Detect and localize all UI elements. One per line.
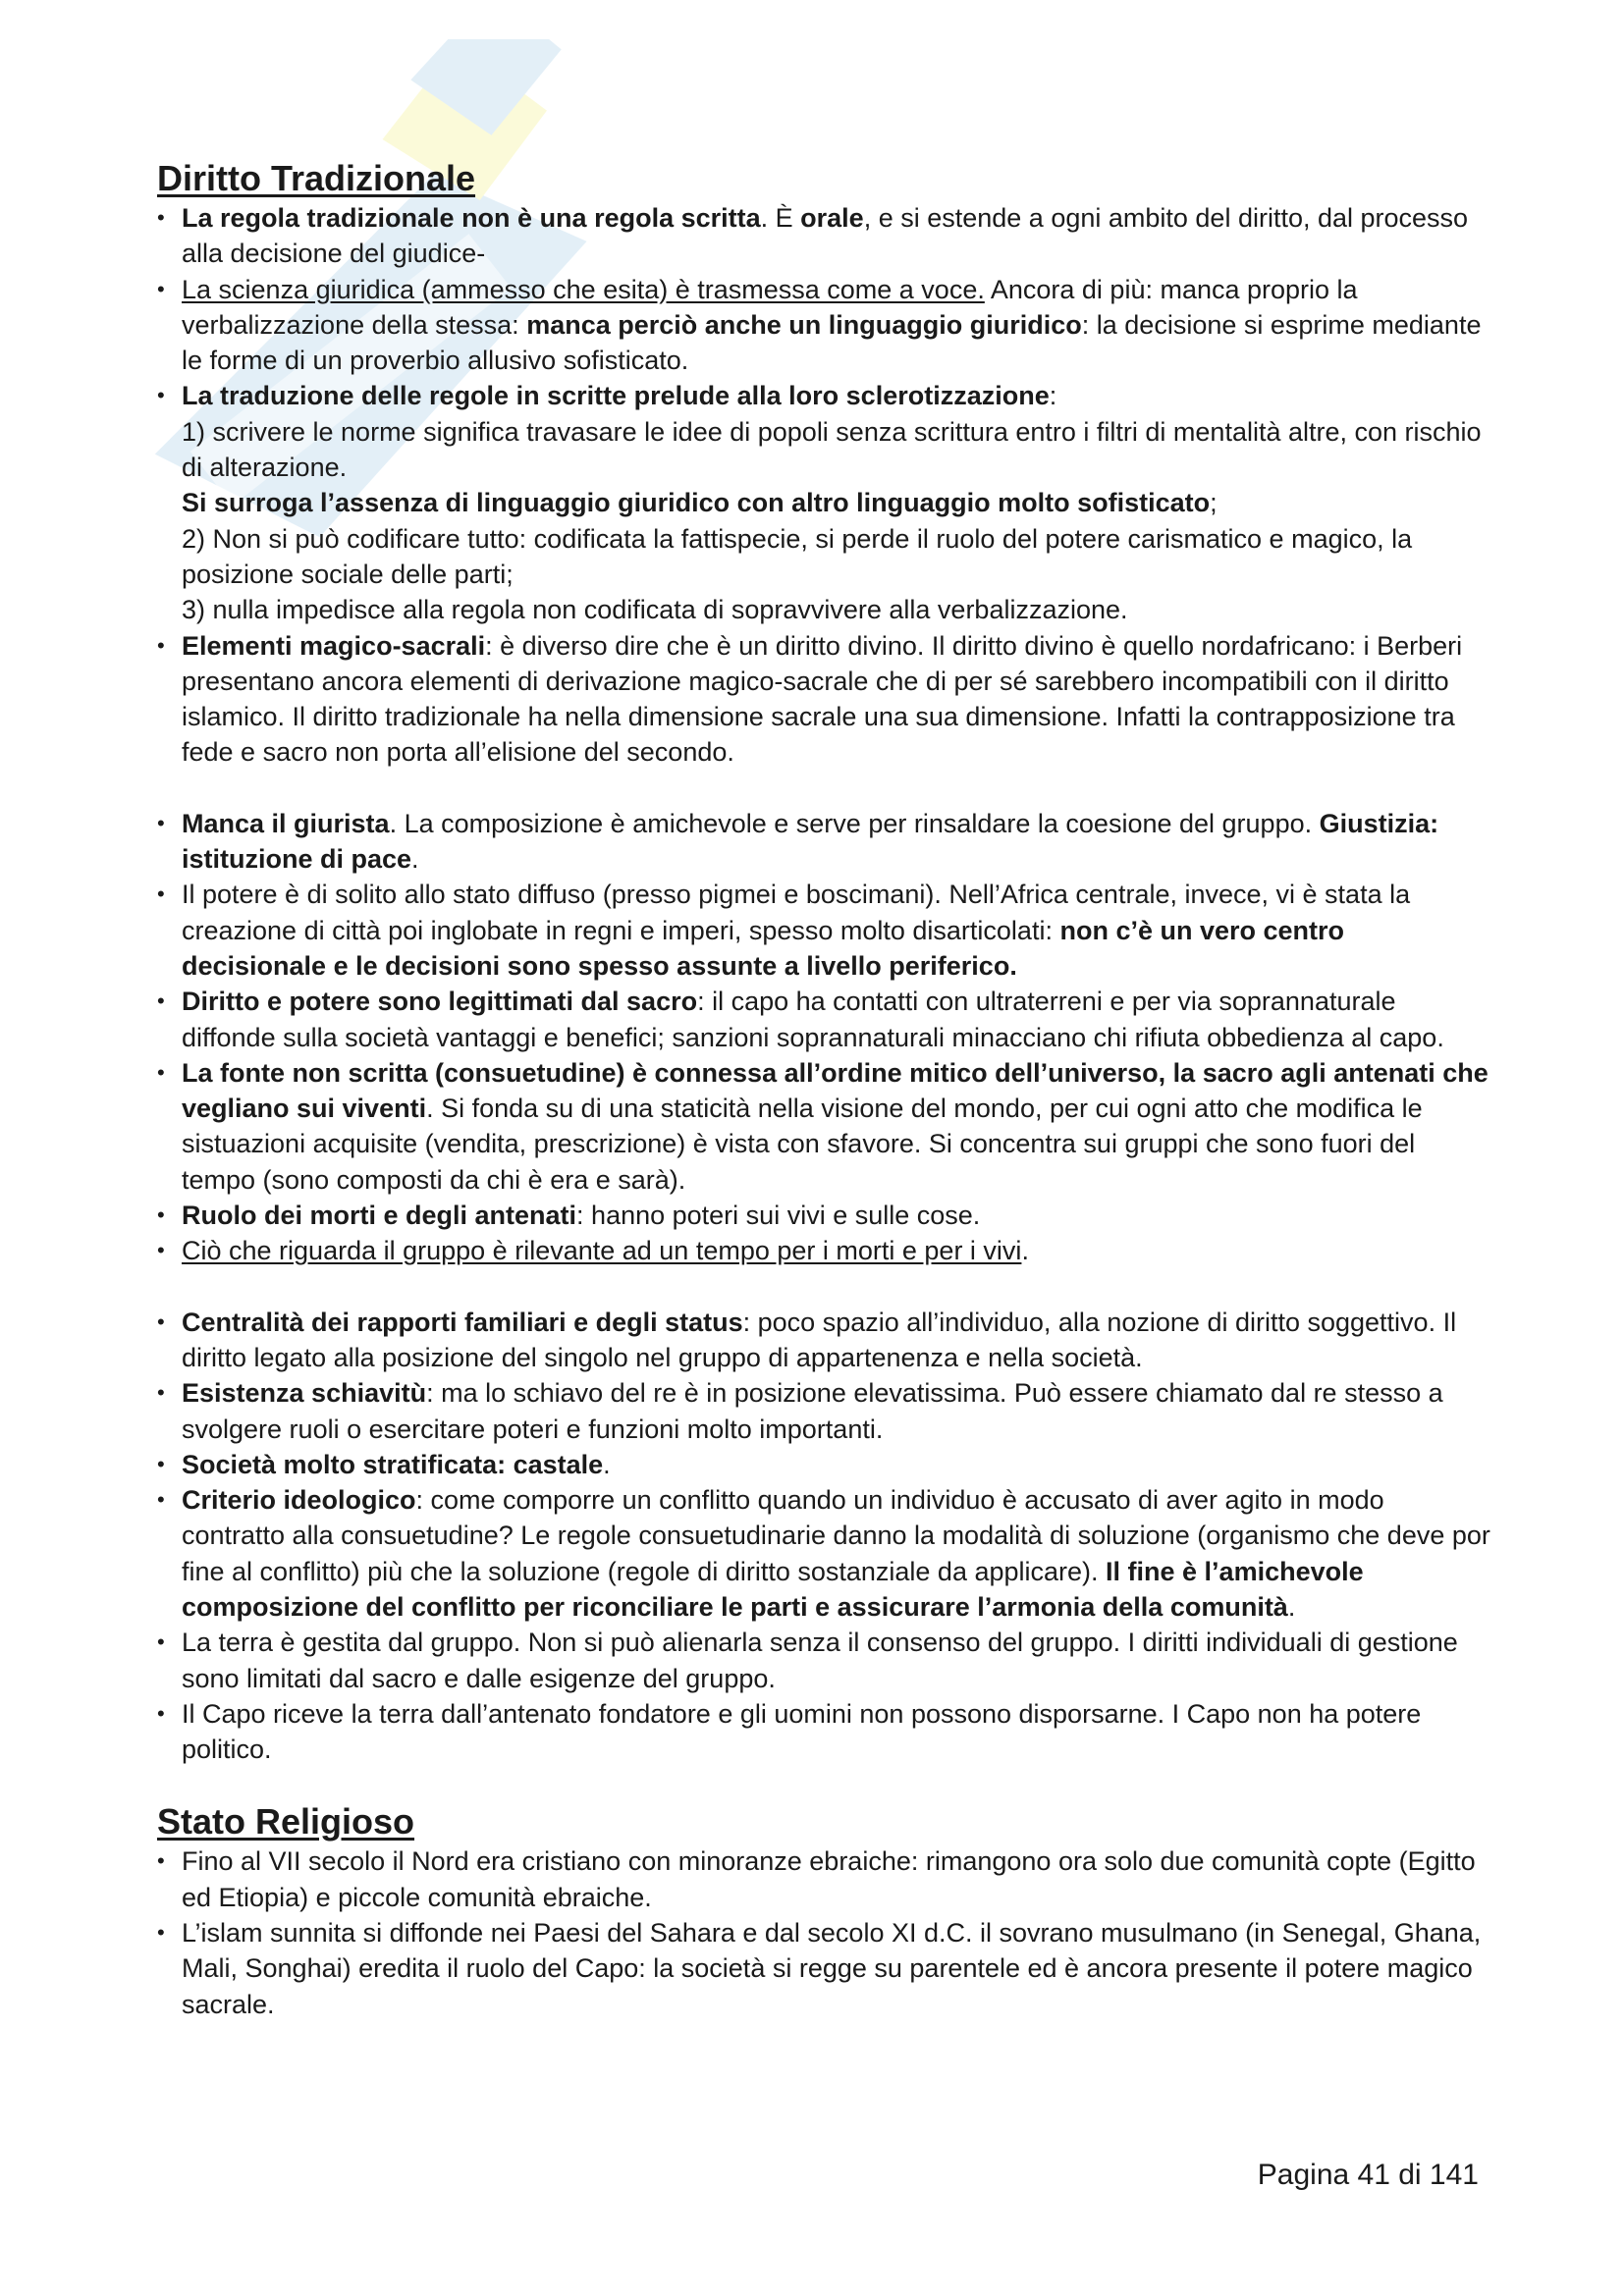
text-run: : il capo ha contatti con ultraterreni e per via soprannaturale diffonde sulla società vantaggi e benefici; sanzioni soprannaturali minacciano chi rifiuta obbedienza al capo. bbox=[182, 987, 1444, 1052]
bold-text: non c’è un vero centro decisionale e le decisioni sono spesso assunte a livello periferico. bbox=[182, 915, 1345, 981]
bold-text: La traduzione delle regole in scritte prelude alla loro sclerotizzazione bbox=[182, 381, 1050, 411]
bold-text: La fonte non scritta (consuetudine) è connessa all’ordine mitico dell’universo, la sacro agli antenati che vegliano sui viventi bbox=[182, 1057, 1489, 1124]
text-run: : bbox=[1049, 381, 1057, 411]
underlined-text: La scienza giuridica (ammesso che esita) è trasmessa come a voce. bbox=[182, 274, 985, 304]
list-item bbox=[157, 1447, 1492, 1482]
list-item bbox=[157, 1375, 1492, 1447]
list-item bbox=[157, 1625, 1492, 1696]
list-item bbox=[157, 877, 1492, 984]
bold-text: manca perciò anche un linguaggio giuridico bbox=[526, 309, 1082, 340]
text-run: . bbox=[411, 844, 419, 875]
text-run: Il potere è di solito allo stato diffuso (presso pigmei e boscimani). Nell’Africa centrale, invece, vi è stata la creazione di città poi inglobate in regni e imperi, spesso molto disarticolati: bbox=[182, 880, 1411, 945]
text-run: : è diverso dire che è un diritto divino. Il diritto divino è quello nordafricano: i Berberi presentano ancora elementi di derivazione magico-sacrale che di per sé sarebbero incompatibili con il diritto islamico. Il diritto tradizionale ha nella dimensione sacrale una sua dimensione. Infatti la contrapposizione tra fede e sacro non porta all’elisione del secondo. bbox=[182, 630, 1463, 768]
text-run: . bbox=[1287, 1591, 1296, 1622]
text-run: . bbox=[1021, 1236, 1029, 1266]
text-run: : la decisione si esprime mediante le forme di un proverbio allusivo sofisticato. bbox=[182, 309, 1482, 376]
list-item bbox=[157, 1198, 1492, 1233]
list-item bbox=[157, 1696, 1492, 1768]
bold-text: Il fine è l’amichevole composizione del conflitto per riconciliare le parti e assicurare l’armonia della comunità bbox=[182, 1556, 1364, 1622]
section-title: Stato Religioso bbox=[157, 1801, 415, 1842]
bold-text: Si surroga l’assenza di linguaggio giuridico con altro linguaggio molto sofisticato bbox=[182, 488, 1211, 518]
section-title: Diritto Tradizionale bbox=[157, 158, 476, 198]
list-item bbox=[157, 200, 1492, 272]
list-item bbox=[157, 1233, 1492, 1268]
list-item bbox=[157, 1915, 1492, 2022]
bullet-list bbox=[157, 1843, 1492, 2021]
bold-text: Manca il giurista bbox=[182, 808, 390, 838]
text-run: , e si estende a ogni ambito del diritto, dal processo alla decisione del giudice- bbox=[182, 203, 1469, 269]
text-run: ; bbox=[1210, 488, 1218, 518]
list-item bbox=[157, 1482, 1492, 1625]
list-item bbox=[157, 1055, 1492, 1198]
text-run: Fino al VII secolo il Nord era cristiano con minoranze ebraiche: rimangono ora solo due comunità copte (Egitto ed Etiopia) e piccole comunità ebraiche. bbox=[182, 1846, 1476, 1912]
text-run: . La composizione è amichevole e serve per rinsaldare la coesione del gruppo. bbox=[389, 808, 1320, 838]
text-run: : hanno poteri sui vivi e sulle cose. bbox=[576, 1201, 981, 1231]
bold-text: Diritto e potere sono legittimati dal sacro bbox=[182, 987, 698, 1017]
list-item bbox=[157, 1843, 1492, 1915]
bold-text: Ruolo dei morti e degli antenati bbox=[182, 1201, 577, 1231]
text-run: La terra è gestita dal gruppo. Non si può alienarla senza il consenso del gruppo. I diritti individuali di gestione sono limitati dal sacro e dalle esigenze del gruppo. bbox=[182, 1628, 1458, 1693]
underlined-text: Ciò che riguarda il gruppo è rilevante ad un tempo per i morti e per i vivi bbox=[182, 1236, 1022, 1266]
text-run: . È bbox=[760, 203, 801, 233]
bold-text: Giustizia: istituzione di pace bbox=[182, 808, 1439, 875]
text-run: 3) nulla impedisce alla regola non codificata di sopravvivere alla verbalizzazione. bbox=[182, 595, 1128, 625]
text-run: Ancora di più: manca proprio la verbalizzazione della stessa: bbox=[182, 274, 1358, 340]
text-run: L’islam sunnita si diffonde nei Paesi del Sahara e dal secolo XI d.C. il sovrano musulmano (in Senegal, Ghana, Mali, Songhai) eredita il ruolo del Capo: la società si regge su parentele ed è ancora presente il potere magico sacrale. bbox=[182, 1918, 1482, 2019]
page-number: Pagina 41 di 141 bbox=[1257, 2159, 1479, 2191]
bold-text: Esistenza schiavitù bbox=[182, 1378, 427, 1409]
text-run: Il Capo riceve la terra dall’antenato fondatore e gli uomini non possono disporsarne. I Capo non ha potere politico. bbox=[182, 1698, 1422, 1765]
bold-text: Criterio ideologico bbox=[182, 1485, 416, 1516]
list-item bbox=[157, 984, 1492, 1055]
list-item bbox=[157, 272, 1492, 379]
text-run: : come comporre un conflitto quando un individuo è accusato di aver agito in modo contratto alla consuetudine? Le regole consuetudinarie danno la modalità di soluzione (organismo che deve por fine al conflitto) più che la soluzione (regole di diritto sostanziale da applicare). bbox=[182, 1485, 1490, 1586]
list-item bbox=[157, 378, 1492, 627]
text-run: . bbox=[603, 1449, 611, 1479]
text-run: : ma lo schiavo del re è in posizione elevatissima. Può essere chiamato dal re stesso a svolgere ruoli o esercitare poteri e funzioni molto importanti. bbox=[182, 1378, 1443, 1444]
bold-text: Centralità dei rapporti familiari e degli status bbox=[182, 1307, 743, 1337]
bullet-list bbox=[157, 200, 1492, 1767]
bold-text: La regola tradizionale non è una regola scritta bbox=[182, 203, 761, 233]
text-run: : poco spazio all’individuo, alla nozione di diritto soggettivo. Il diritto legato alla posizione del singolo nel gruppo di appartenenza e nella società. bbox=[182, 1307, 1457, 1372]
text-run: 1) scrivere le norme significa travasare le idee di popoli senza scrittura entro i filtri di mentalità altre, con rischio di alterazione. bbox=[182, 416, 1482, 483]
list-item bbox=[157, 806, 1492, 878]
bold-text: orale bbox=[800, 203, 864, 233]
list-item bbox=[157, 1305, 1492, 1376]
bold-text: Società molto stratificata: castale bbox=[182, 1449, 604, 1479]
bold-text: Elementi magico-sacrali bbox=[182, 630, 486, 661]
text-run: 2) Non si può codificare tutto: codificata la fattispecie, si perde il ruolo del potere carismatico e magico, la posizione sociale delle parti; bbox=[182, 523, 1413, 589]
text-run: . Si fonda su di una staticità nella visione del mondo, per cui ogni atto che modifica le sistuazioni acquisite (vendita, prescrizione) è vista con sfavore. Si concentra sui gruppi che sono fuori del tempo (sono composti da chi è era e sarà). bbox=[182, 1094, 1423, 1195]
page-content bbox=[157, 157, 1492, 2022]
list-item bbox=[157, 628, 1492, 771]
